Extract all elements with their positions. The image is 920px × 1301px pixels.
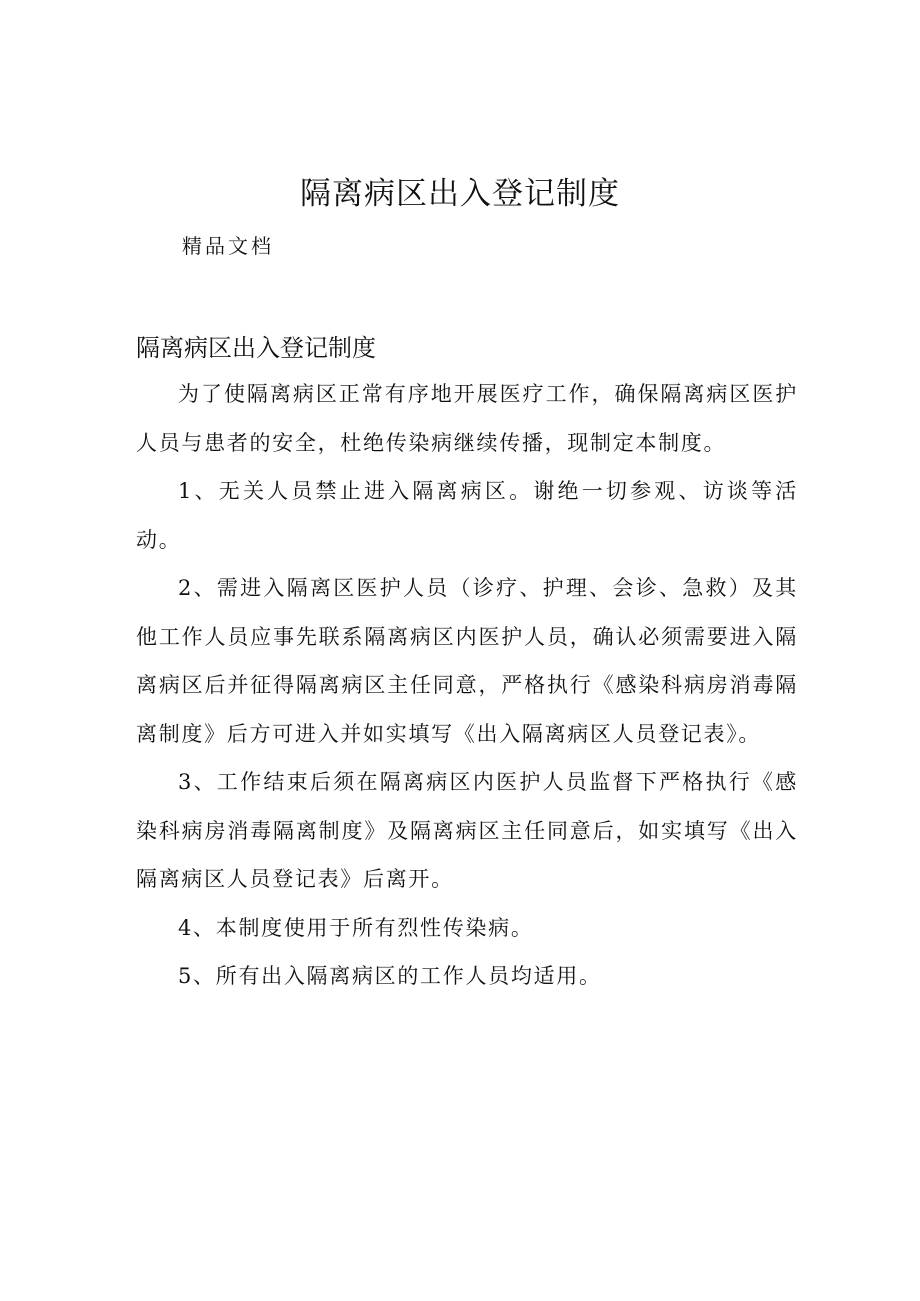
document-body bbox=[136, 370, 798, 1001]
paragraph-intro: 为了使隔离病区正常有序地开展医疗工作，确保隔离病区医护人员与患者的安全，杜绝传染病继续传播，现制定本制度。 bbox=[136, 382, 798, 455]
document-title: 隔离病区出入登记制度 bbox=[300, 176, 620, 212]
section-heading: 隔离病区出入登记制度 bbox=[136, 334, 376, 362]
paragraph-rule-4: 4、本制度使用于所有烈性传染病。 bbox=[178, 915, 534, 940]
paragraph-rule-1: 1、无关人员禁止进入隔离病区。谢绝一切参观、访谈等活动。 bbox=[136, 479, 798, 552]
document-subtitle: 精品文档 bbox=[182, 234, 274, 258]
paragraph-rule-2: 2、需进入隔离区医护人员（诊疗、护理、会诊、急救）及其他工作人员应事先联系隔离病区内医护人员，确认必须需要进入隔离病区后并征得隔离病区主任同意，严格执行《感染科病房消毒隔离制度》后方可进入并如实填写《出入隔离病区人员登记表》。 bbox=[136, 576, 798, 746]
paragraph-rule-5: 5、所有出入隔离病区的工作人员均适用。 bbox=[178, 964, 602, 988]
paragraph-rule-3: 3、工作结束后须在隔离病区内医护人员监督下严格执行《感染科病房消毒隔离制度》及隔离病区主任同意后，如实填写《出入隔离病区人员登记表》后离开。 bbox=[136, 770, 798, 891]
